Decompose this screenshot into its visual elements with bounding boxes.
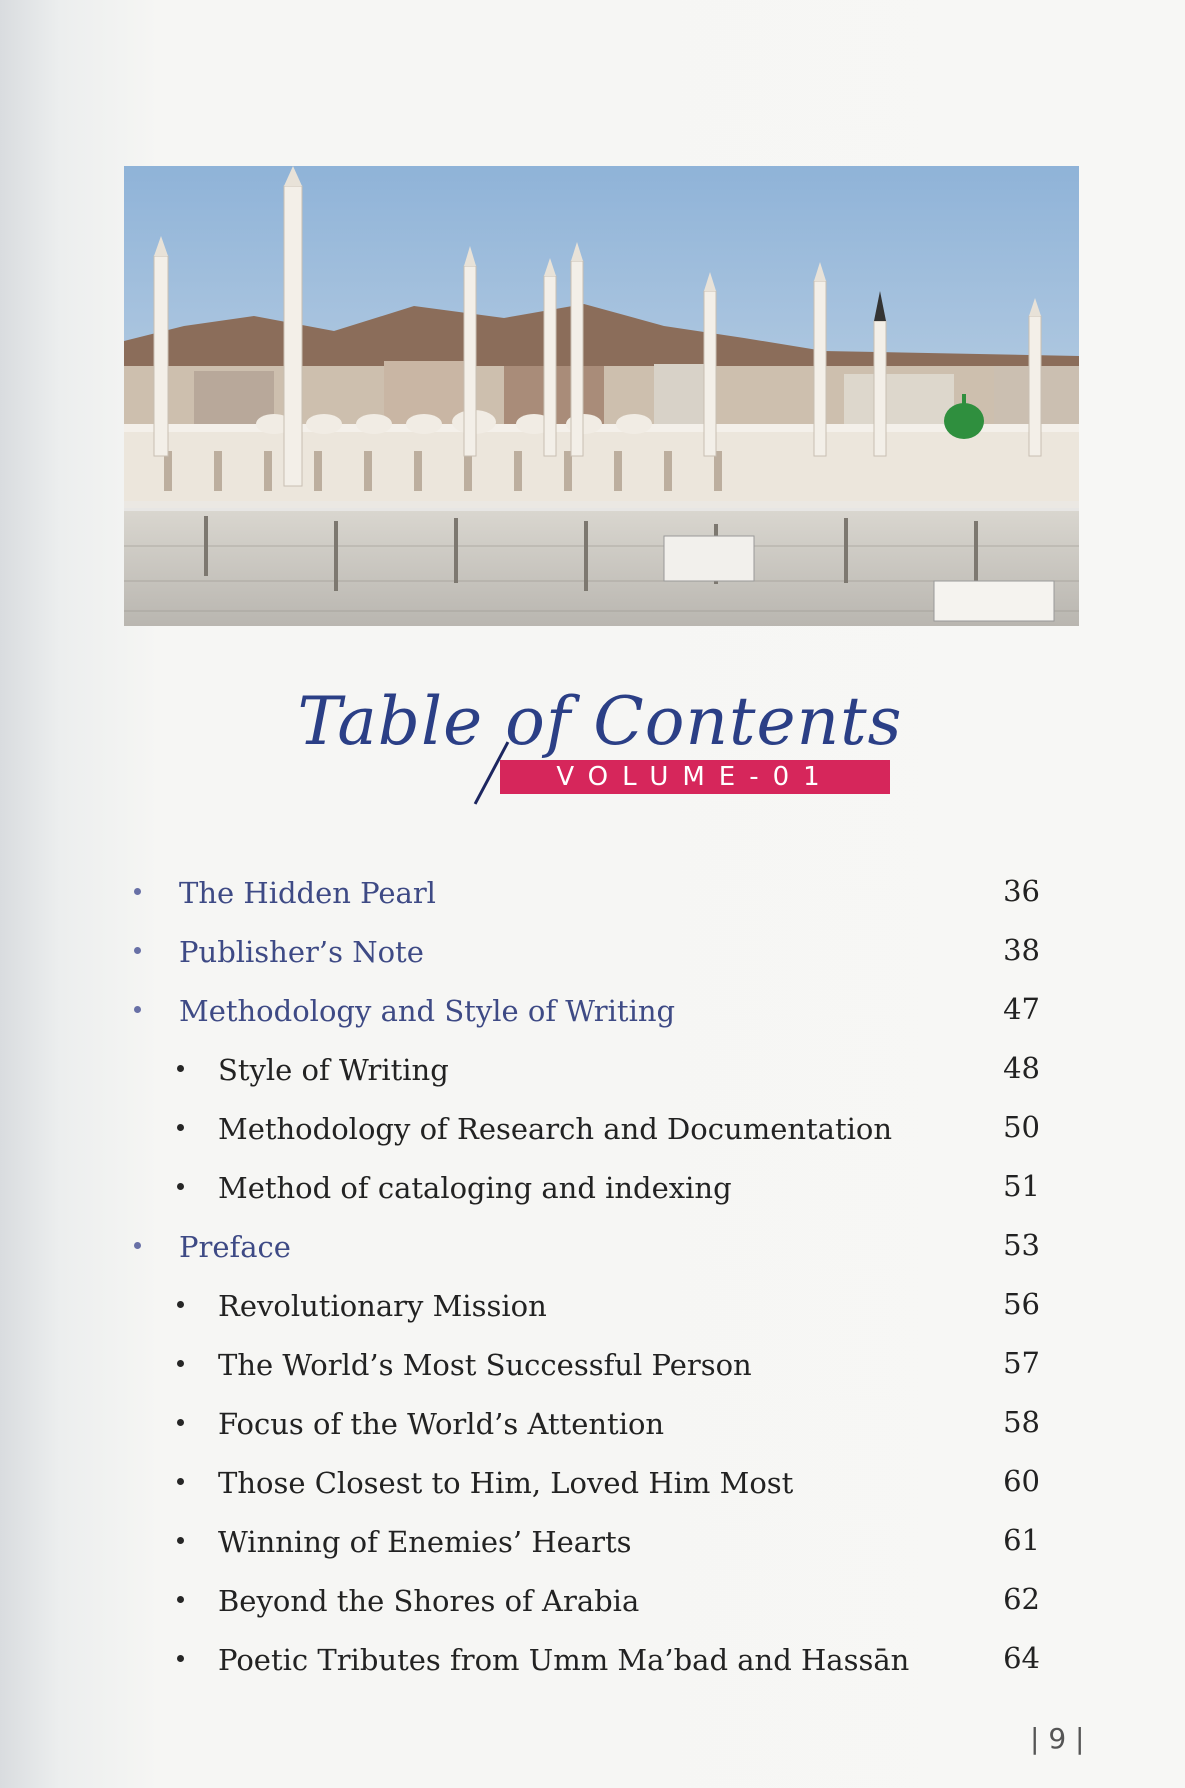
toc-title-script: Table of Contents: [297, 683, 903, 760]
toc-entry-label: Publisher’s Note: [179, 935, 424, 969]
bullet-icon: [134, 947, 141, 954]
toc-entry-label: Methodology of Research and Documentation: [218, 1112, 893, 1146]
toc-entry-label: Poetic Tributes from Umm Ma’bad and Hassān: [218, 1643, 910, 1677]
volume-label: VOLUME-01: [556, 762, 834, 792]
toc-entry-page: 50: [1003, 1110, 1040, 1144]
toc-entry-page: 47: [1003, 992, 1040, 1026]
page-number: | 9 |: [1030, 1722, 1085, 1755]
toc-entry-label: Method of cataloging and indexing: [218, 1171, 732, 1205]
mosque-photo-illustration: [124, 166, 1079, 626]
toc-entry[interactable]: [0, 1340, 1185, 1390]
toc-entry-page: 53: [1003, 1228, 1040, 1262]
toc-entry-page: 38: [1003, 933, 1040, 967]
toc-entry[interactable]: [0, 1458, 1185, 1508]
toc-entry-label: Beyond the Shores of Arabia: [218, 1584, 640, 1618]
toc-entry-label: Those Closest to Him, Loved Him Most: [218, 1466, 794, 1500]
bullet-icon: [177, 1537, 184, 1544]
toc-entry[interactable]: [0, 1517, 1185, 1567]
bullet-icon: [134, 1242, 141, 1249]
toc-entry-label: Focus of the World’s Attention: [218, 1407, 665, 1441]
toc-entry-page: 60: [1003, 1464, 1040, 1498]
toc-entry[interactable]: [0, 1399, 1185, 1449]
toc-entry-label: Revolutionary Mission: [218, 1289, 547, 1323]
bullet-icon: [177, 1419, 184, 1426]
toc-entry-page: 48: [1003, 1051, 1040, 1085]
bullet-icon: [177, 1478, 184, 1485]
toc-entry[interactable]: [0, 1045, 1185, 1095]
toc-entry[interactable]: [0, 1635, 1185, 1685]
toc-entry-page: 61: [1003, 1523, 1040, 1557]
toc-entry[interactable]: [0, 1576, 1185, 1626]
toc-entry[interactable]: [0, 868, 1185, 918]
toc-entry-page: 56: [1003, 1287, 1040, 1321]
toc-entry-label: Methodology and Style of Writing: [179, 994, 676, 1028]
bullet-icon: [134, 888, 141, 895]
bullet-icon: [177, 1183, 184, 1190]
toc-entry[interactable]: [0, 986, 1185, 1036]
volume-badge: [500, 760, 890, 794]
toc-entry-label: Style of Writing: [218, 1053, 449, 1087]
bullet-icon: [134, 1006, 141, 1013]
toc-entry-page: 57: [1003, 1346, 1040, 1380]
toc-entry-label: Winning of Enemies’ Hearts: [218, 1525, 632, 1559]
toc-entry[interactable]: [0, 927, 1185, 977]
bullet-icon: [177, 1360, 184, 1367]
bullet-icon: [177, 1596, 184, 1603]
toc-entry-page: 58: [1003, 1405, 1040, 1439]
bullet-icon: [177, 1065, 184, 1072]
toc-entry[interactable]: [0, 1222, 1185, 1272]
bullet-icon: [177, 1301, 184, 1308]
toc-entry-page: 64: [1003, 1641, 1040, 1675]
bullet-icon: [177, 1124, 184, 1131]
toc-title: [290, 680, 910, 790]
toc-entry-label: The Hidden Pearl: [179, 876, 436, 910]
bullet-icon: [177, 1655, 184, 1662]
toc-entry-page: 62: [1003, 1582, 1040, 1616]
toc-entry[interactable]: [0, 1281, 1185, 1331]
toc-entry-page: 51: [1003, 1169, 1040, 1203]
mosque-photo: [124, 166, 1079, 626]
toc-entry-label: Preface: [179, 1230, 291, 1264]
toc-entry-page: 36: [1003, 874, 1040, 908]
toc-entry-label: The World’s Most Successful Person: [218, 1348, 752, 1382]
toc-entry[interactable]: [0, 1163, 1185, 1213]
toc-entry[interactable]: [0, 1104, 1185, 1154]
